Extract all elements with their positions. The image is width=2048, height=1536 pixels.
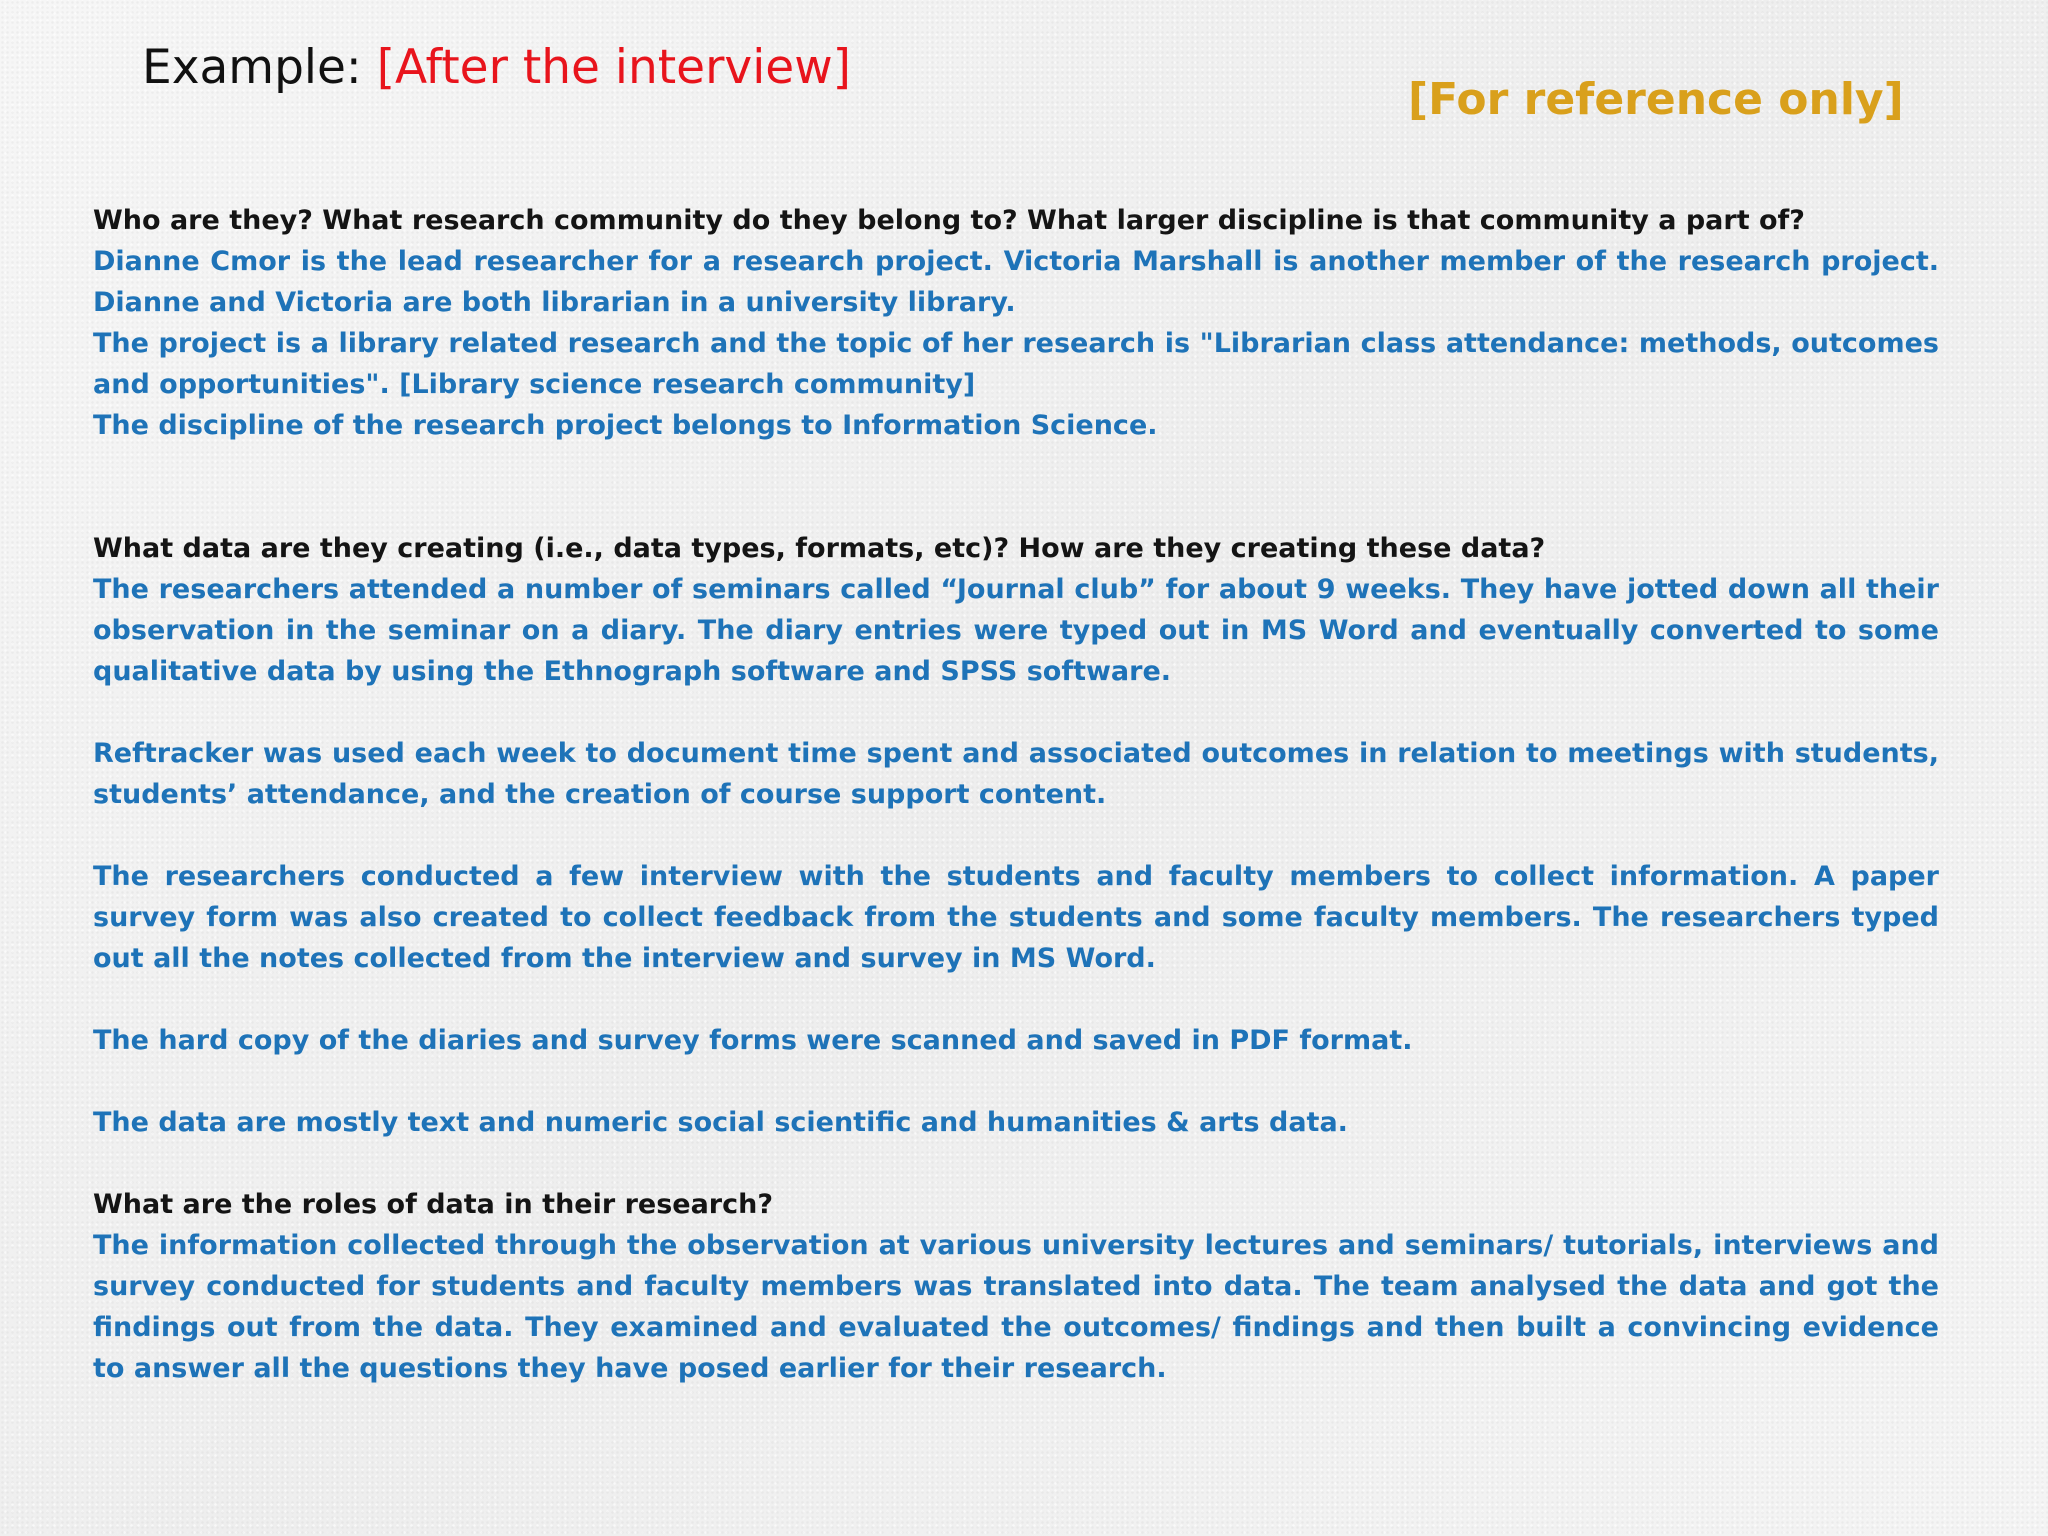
title-prefix: Example:: [142, 40, 377, 95]
reference-note: [For reference only]: [1408, 74, 1904, 125]
paragraph-spacer: [93, 979, 1939, 1020]
paragraph-spacer: [93, 1061, 1939, 1102]
section-data-creation: [93, 528, 1939, 1143]
section-paragraph: The researchers attended a number of seminars called “Journal club” for about 9 weeks. They have jotted down all their observation in the seminar on a diary. The diary entries were typed out in MS Word and eventually converted to some qualitative data by using the Ethnograph software and SPSS software.: [93, 574, 1939, 687]
section-paragraph: The data are mostly text and numeric social scientific and humanities & arts data.: [93, 1107, 1348, 1138]
paragraph-spacer: [93, 692, 1939, 733]
section-paragraph: Dianne Cmor is the lead researcher for a research project. Victoria Marshall is another member of the research project. Dianne and Victoria are both librarian in a university library.: [93, 246, 1939, 318]
section-paragraph: The information collected through the observation at various university lectures and seminars/ tutorials, interviews and survey conducted for students and faculty members was translated into data. The team analysed the data and got the findings out from the data. They examined and evaluated the outcomes/ findings and then built a convincing evidence to answer all the questions they have posed earlier for their research.: [93, 1230, 1939, 1384]
title-accent: [After the interview]: [376, 40, 851, 95]
section-question: Who are they? What research community do they belong to? What larger discipline is that community a part of?: [93, 205, 1805, 236]
section-data-roles: [93, 1184, 1939, 1389]
section-spacer: [93, 1143, 1939, 1184]
section-paragraph: The discipline of the research project belongs to Information Science.: [93, 410, 1158, 441]
section-paragraph: The researchers conducted a few interview with the students and faculty members to collect information. A paper survey form was also created to collect feedback from the students and some faculty members. The researchers typed out all the notes collected from the interview and survey in MS Word.: [93, 861, 1939, 974]
section-paragraph: Reftracker was used each week to document time spent and associated outcomes in relation to meetings with students, students’ attendance, and the creation of course support content.: [93, 738, 1939, 810]
paragraph-spacer: [93, 815, 1939, 856]
section-question: What data are they creating (i.e., data types, formats, etc)? How are they creating these data?: [93, 533, 1546, 564]
section-spacer: [93, 446, 1939, 528]
slide-title: [142, 36, 851, 100]
section-who-are-they: [93, 200, 1939, 446]
content-body: [93, 200, 1939, 1389]
section-paragraph: The project is a library related research and the topic of her research is "Librarian class attendance: methods, outcomes and opportunities". [Library science research community]: [93, 328, 1939, 400]
section-question: What are the roles of data in their research?: [93, 1189, 774, 1220]
section-paragraph: The hard copy of the diaries and survey forms were scanned and saved in PDF format.: [93, 1025, 1413, 1056]
